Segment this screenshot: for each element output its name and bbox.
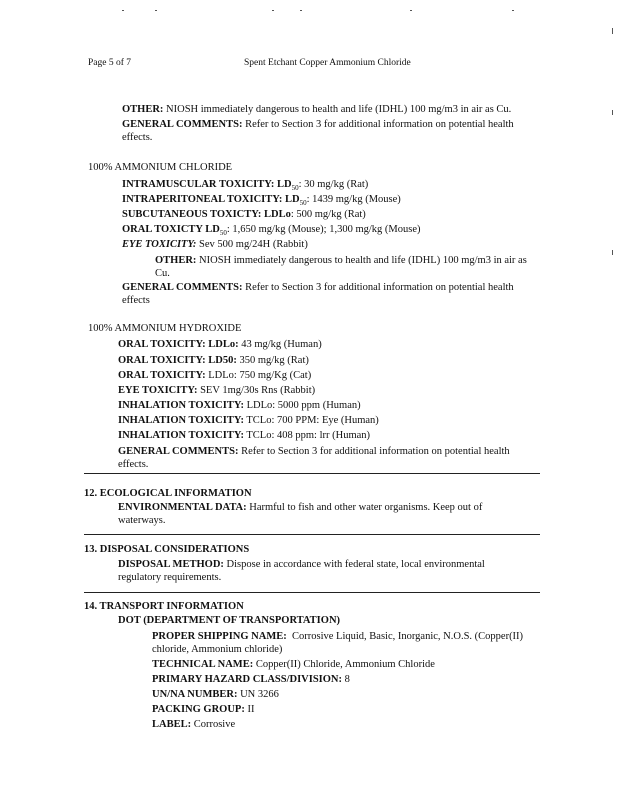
dot-heading: DOT (DEPARTMENT OF TRANSPORTATION) xyxy=(118,615,341,626)
tox-value: : 500 mg/kg (Rat) xyxy=(290,209,366,220)
general-comments-text: Refer to Section 3 for additional information on potential health xyxy=(245,282,514,293)
scan-speck xyxy=(300,10,302,11)
un-number-text: UN 3266 xyxy=(240,689,279,700)
tox-subscript: 50 xyxy=(291,184,299,193)
disposal-method-text: Dispose in accordance with federal state, local environmental xyxy=(226,559,485,570)
proper-shipping-name-label: PROPER SHIPPING NAME: xyxy=(152,631,287,642)
tox-label: ORAL TOXICITY: LDLo: xyxy=(118,339,239,350)
disposal-method-cont: regulatory requirements. xyxy=(118,572,222,583)
tox-value: LDLo: 750 mg/Kg (Cat) xyxy=(208,370,312,381)
general-comments-text: Refer to Section 3 for additional information on potential health xyxy=(245,119,514,130)
section-12-title: 12. ECOLOGICAL INFORMATION xyxy=(84,488,252,499)
technical-name-label: TECHNICAL NAME: xyxy=(152,659,254,670)
un-number-line xyxy=(152,688,279,701)
tox-label: INTRAPERITONEAL TOXICITY: LD xyxy=(122,194,300,205)
tox-row xyxy=(122,238,308,251)
scan-speck xyxy=(155,10,157,11)
tox-label: INHALATION TOXICITY: xyxy=(118,400,244,411)
copper-general-comments-cont: effects. xyxy=(122,132,153,143)
tox-label: SUBCUTANEOUS TOXICTY: LDLo xyxy=(122,209,291,220)
tox-subscript: 50 xyxy=(219,229,227,238)
section-13-title: 13. DISPOSAL CONSIDERATIONS xyxy=(84,544,250,555)
un-number-label: UN/NA NUMBER: xyxy=(152,689,238,700)
tox-label: ORAL TOXICITY: LD50: xyxy=(118,355,237,366)
chloride-general-comments-cont: effects xyxy=(122,295,150,306)
tox-row xyxy=(118,414,379,427)
general-comments-label: GENERAL COMMENTS: xyxy=(118,446,239,457)
proper-shipping-name-cont: chloride, Ammonium chloride) xyxy=(152,644,283,655)
tox-value: : 30 mg/kg (Rat) xyxy=(298,179,369,190)
tox-row xyxy=(118,354,309,367)
section-divider xyxy=(84,592,540,593)
tox-row xyxy=(118,384,315,397)
general-comments-text: Refer to Section 3 for additional information on potential health xyxy=(241,446,510,457)
environmental-data-line xyxy=(118,501,482,514)
label-label: LABEL: xyxy=(152,719,192,730)
tox-label: ORAL TOXICTY LD xyxy=(122,224,220,235)
packing-group-label: PACKING GROUP: xyxy=(152,704,245,715)
tox-value: SEV 1mg/30s Rns (Rabbit) xyxy=(200,385,316,396)
tox-label: INTRAMUSCULAR TOXICITY: LD xyxy=(122,179,292,190)
tox-value: 350 mg/kg (Rat) xyxy=(239,355,309,366)
tox-row xyxy=(118,338,322,351)
scan-speck xyxy=(122,10,124,11)
scan-speck xyxy=(612,250,613,255)
technical-name-line xyxy=(152,658,435,671)
label-line xyxy=(152,718,235,731)
proper-shipping-name-line xyxy=(152,630,523,643)
section-14-title: 14. TRANSPORT INFORMATION xyxy=(84,601,244,612)
other-text: NIOSH immediately dangerous to health and life (IDHL) 100 mg/m3 in air as xyxy=(199,255,527,266)
environmental-data-cont: waterways. xyxy=(118,515,166,526)
scan-speck xyxy=(272,10,274,11)
hydroxide-general-comments-cont: effects. xyxy=(118,459,149,470)
tox-value: TCLo: 408 ppm: lrr (Human) xyxy=(246,430,371,441)
tox-row xyxy=(122,208,366,221)
tox-value: Sev 500 mg/24H (Rabbit) xyxy=(199,239,308,250)
environmental-data-label: ENVIRONMENTAL DATA: xyxy=(118,502,247,513)
copper-other-line xyxy=(122,103,511,116)
tox-label: EYE TOXICITY: xyxy=(118,385,198,396)
packing-group-text: II xyxy=(247,704,255,715)
general-comments-label: GENERAL COMMENTS: xyxy=(122,282,243,293)
tox-label: INHALATION TOXICITY: xyxy=(118,430,244,441)
chloride-other-line xyxy=(155,254,527,267)
document-title: Spent Etchant Copper Ammonium Chloride xyxy=(244,58,411,68)
tox-value: : 1439 mg/kg (Mouse) xyxy=(306,194,401,205)
section-divider xyxy=(84,534,540,535)
tox-value: TCLo: 700 PPM: Eye (Human) xyxy=(246,415,379,426)
general-comments-label: GENERAL COMMENTS: xyxy=(122,119,243,130)
chloride-other-cont: Cu. xyxy=(155,268,170,279)
disposal-method-label: DISPOSAL METHOD: xyxy=(118,559,224,570)
tox-row xyxy=(118,429,370,442)
ammonium-hydroxide-title: 100% AMMONIUM HYDROXIDE xyxy=(88,323,242,334)
tox-row xyxy=(118,369,311,382)
label-text: Corrosive xyxy=(193,719,236,730)
scan-speck xyxy=(410,10,412,11)
tox-value: 43 mg/kg (Human) xyxy=(241,339,322,350)
tox-row xyxy=(118,399,361,412)
hazard-class-label: PRIMARY HAZARD CLASS/DIVISION: xyxy=(152,674,343,685)
hazard-class-text: 8 xyxy=(344,674,350,685)
copper-general-comments xyxy=(122,118,514,131)
tox-subscript: 50 xyxy=(299,199,307,208)
disposal-method-line xyxy=(118,558,485,571)
section-divider xyxy=(84,473,540,474)
technical-name-text: Copper(II) Chloride, Ammonium Chloride xyxy=(255,659,435,670)
ammonium-chloride-title: 100% AMMONIUM CHLORIDE xyxy=(88,162,233,173)
proper-shipping-name-text: Corrosive Liquid, Basic, Inorganic, N.O.S. (Copper(II) xyxy=(292,631,524,642)
tox-label: ORAL TOXICITY: xyxy=(118,370,206,381)
chloride-general-comments xyxy=(122,281,514,294)
tox-label: INHALATION TOXICITY: xyxy=(118,415,244,426)
tox-value: LDLo: 5000 ppm (Human) xyxy=(246,400,361,411)
packing-group-line xyxy=(152,703,254,716)
environmental-data-text: Harmful to fish and other water organisms. Keep out of xyxy=(249,502,483,513)
tox-value: : 1,650 mg/kg (Mouse); 1,300 mg/kg (Mouse) xyxy=(226,224,421,235)
other-label: OTHER: xyxy=(155,255,197,266)
scan-speck xyxy=(612,28,613,34)
other-label: OTHER: xyxy=(122,104,164,115)
scan-speck xyxy=(512,10,514,11)
page-number: Page 5 of 7 xyxy=(88,58,132,68)
tox-label: EYE TOXICITY: xyxy=(122,239,197,250)
other-text: NIOSH immediately dangerous to health and life (IDHL) 100 mg/m3 in air as Cu. xyxy=(166,104,512,115)
scan-speck xyxy=(612,110,613,115)
hazard-class-line xyxy=(152,673,350,686)
hydroxide-general-comments xyxy=(118,445,510,458)
